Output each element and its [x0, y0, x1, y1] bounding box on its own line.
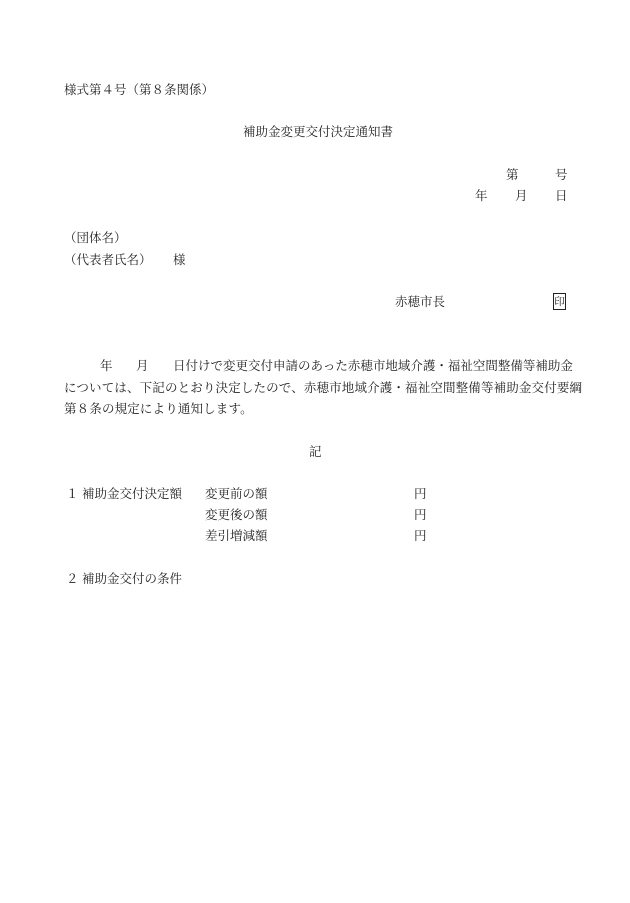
recipient-honorific: 様 — [173, 252, 186, 267]
section2-number: ２ — [66, 571, 79, 586]
amount-row-unit: 円 — [414, 486, 427, 501]
section1-heading: 補助金交付決定額 — [82, 486, 183, 501]
seal-stamp: 印 — [553, 293, 566, 310]
recipient-org-label: （団体名） — [64, 230, 127, 245]
body-line-1: 日付けで変更交付申請のあった赤穂市地域介護・福祉空間整備等補助金 — [173, 358, 573, 373]
amount-row-label: 変更後の額 — [205, 507, 268, 522]
form-id: 様式第４号（第８条関係） — [64, 82, 215, 97]
doc-number-suffix: 号 — [555, 167, 568, 182]
amount-row-unit: 円 — [414, 507, 427, 522]
amount-row-label: 差引増減額 — [205, 528, 268, 543]
body-date-year: 年 — [100, 358, 113, 373]
body-date-month: 月 — [136, 358, 149, 373]
doc-date-month: 月 — [515, 188, 528, 203]
issuer-name: 赤穂市長 — [395, 294, 446, 309]
section1-number: １ — [66, 486, 79, 501]
body-line-2: については、下記のとおり決定したので、赤穂市地域介護・福祉空間整備等補助金交付要綱 — [64, 380, 583, 395]
doc-date-day: 日 — [555, 188, 568, 203]
body-line-3: 第８条の規定により通知します。 — [64, 401, 253, 416]
ki-heading: 記 — [309, 444, 322, 459]
amount-row-label: 変更前の額 — [205, 486, 268, 501]
doc-number-prefix: 第 — [506, 167, 519, 182]
recipient-rep-label: （代表者氏名） — [64, 252, 152, 267]
doc-date-year: 年 — [475, 188, 488, 203]
document-title: 補助金変更交付決定通知書 — [243, 124, 394, 139]
section2-heading: 補助金交付の条件 — [82, 571, 183, 586]
amount-row-unit: 円 — [414, 528, 427, 543]
